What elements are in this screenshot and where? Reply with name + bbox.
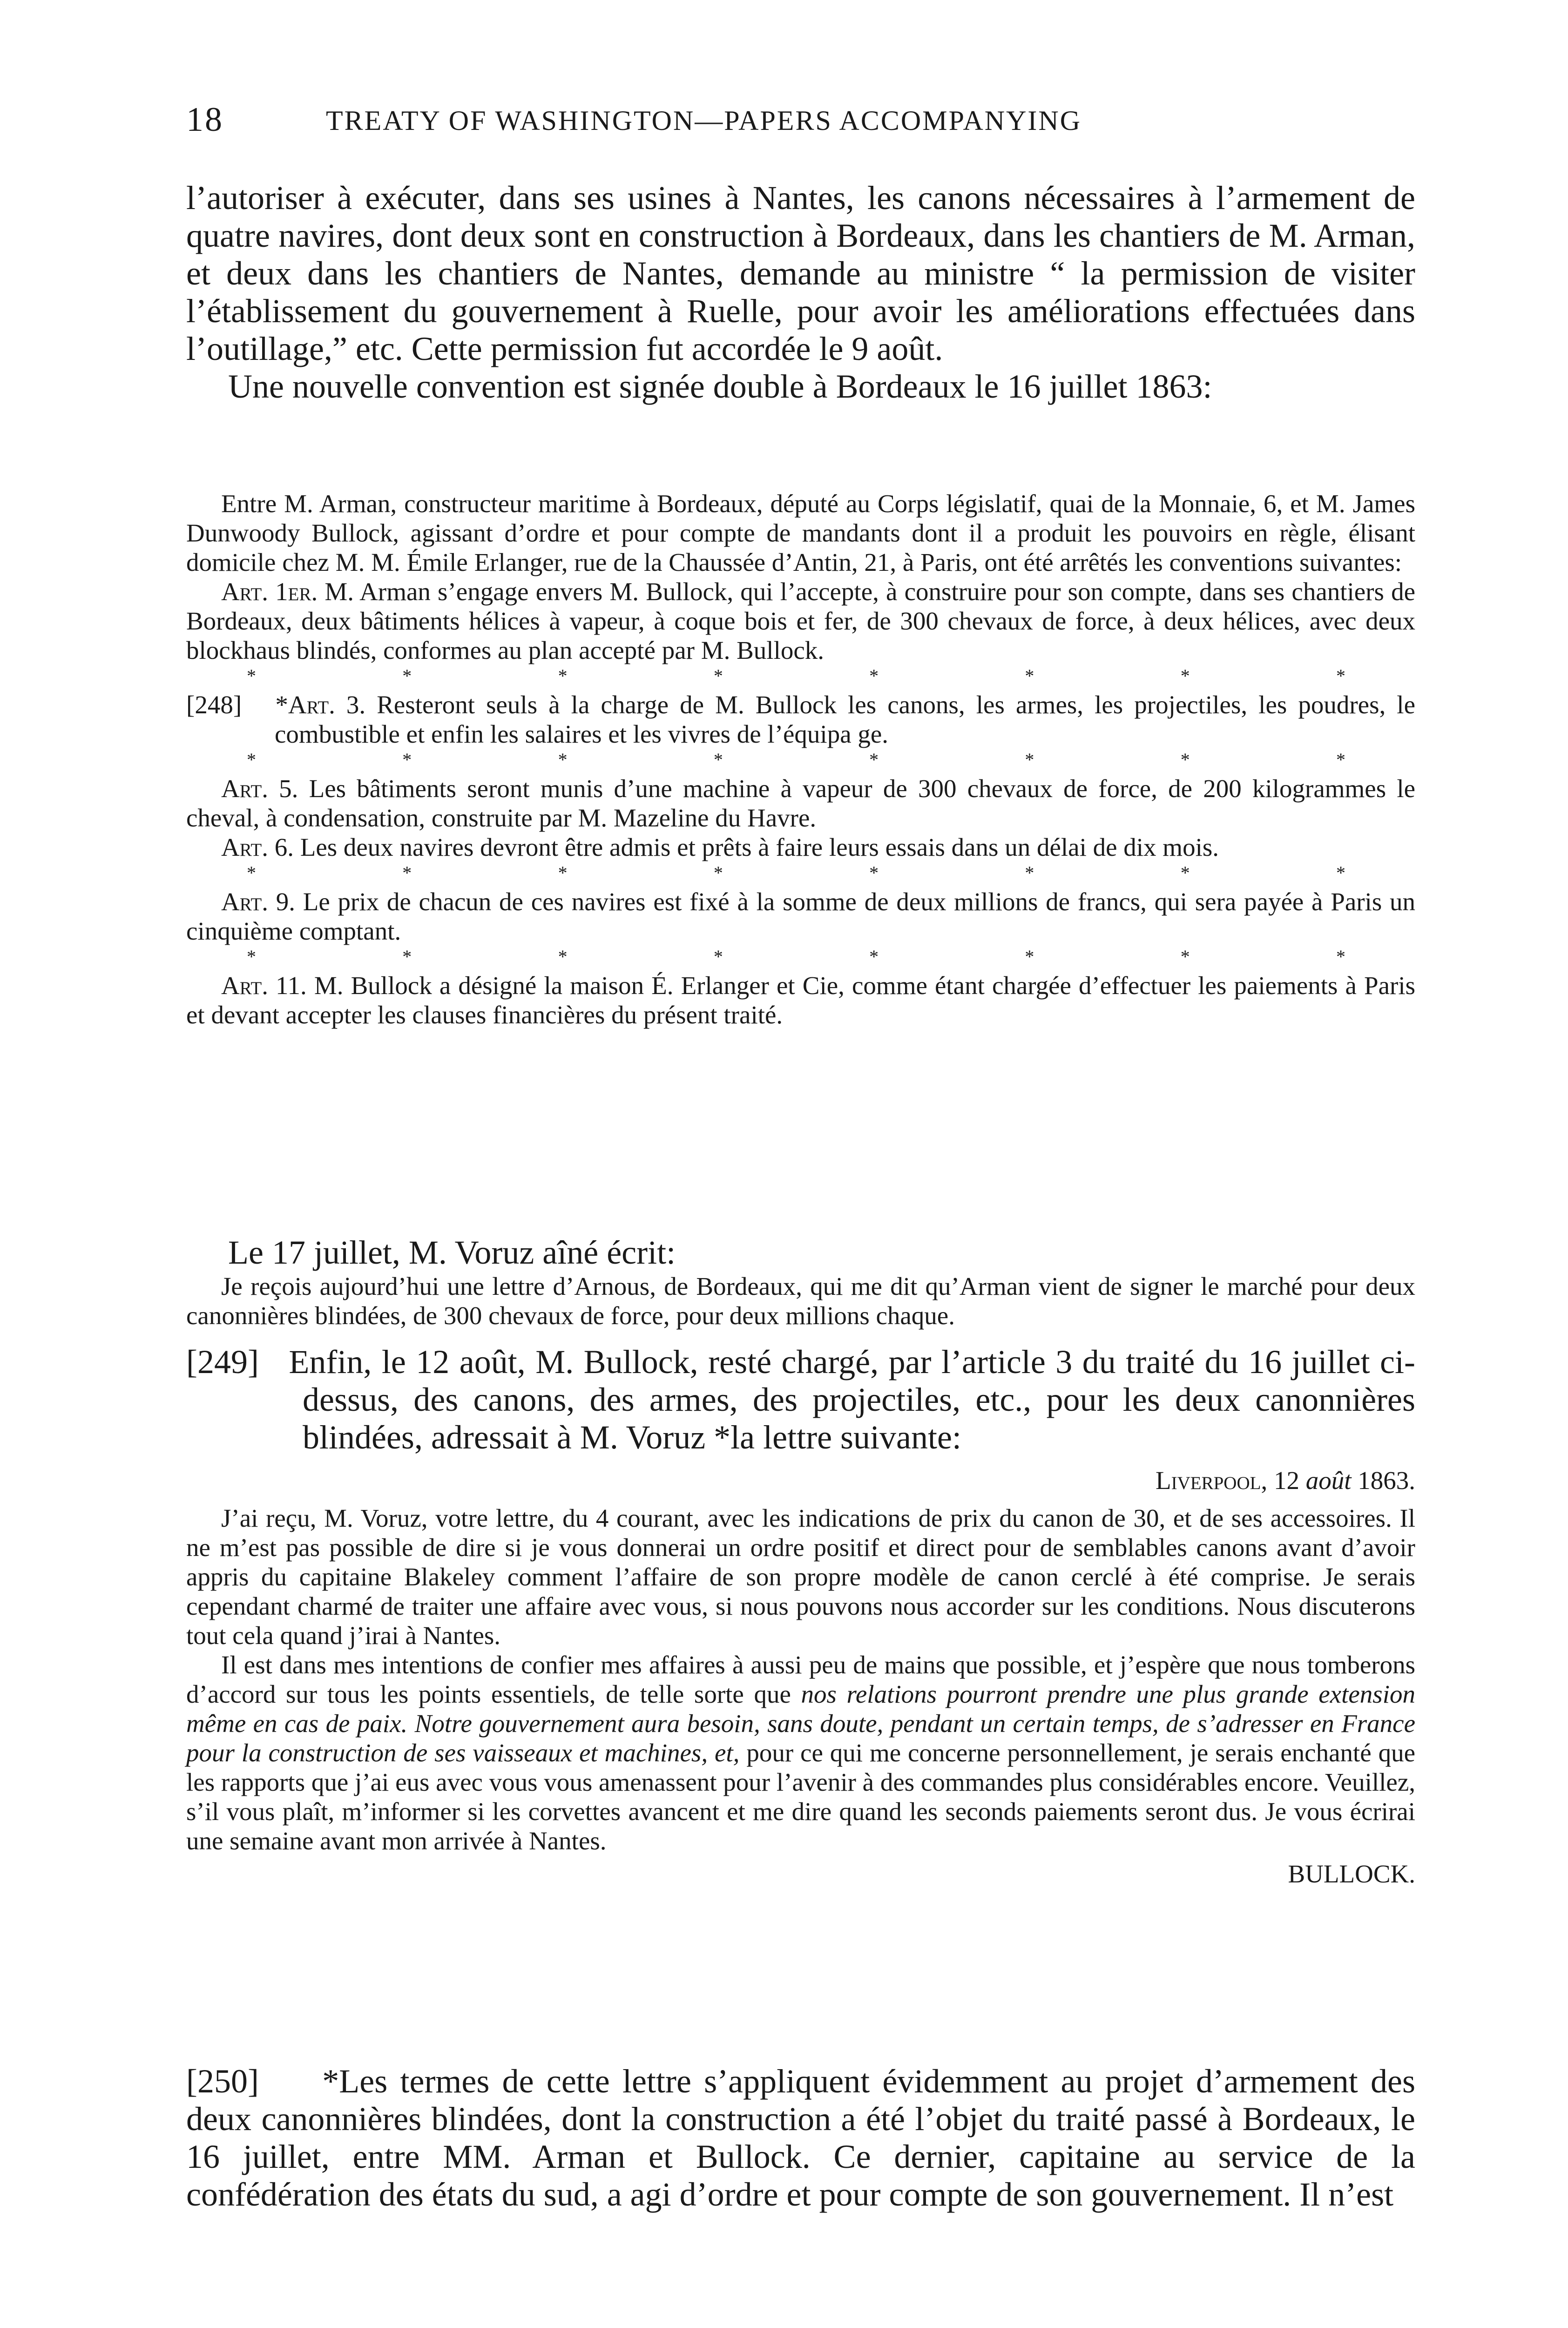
article-11-label: Art. 11. bbox=[221, 971, 307, 1000]
voruz-quote: Je reçois aujourd’hui une lettre d’Arnous, de Bordeaux, qui me dit qu’Arman vient de signer le marché pour deux canonnières blindées, de 300 chevaux de force, pour deux millions chaque. bbox=[186, 1272, 1415, 1330]
paragraph-intro: l’autoriser à exécuter, dans ses usines à Nantes, les canons nécessaires à l’armement de quatre navires, dont deux sont en construction à Bordeaux, dans les chantiers de M. Arman, et deux dans les chantiers de Nantes, demande au ministre “ la permission de visiter l’établissement du gouvernement à Ruelle, pour avoir les améliorations effectuées dans l’outillage,” etc. Cette permission fut accordée le 9 août. bbox=[186, 179, 1415, 367]
running-header bbox=[186, 100, 1415, 142]
letter-month: août bbox=[1305, 1466, 1352, 1495]
article-9-text: Le prix de chacun de ces navires est fixé à la somme de deux millions de francs, qui sera payée à Paris un cinquième comptant. bbox=[186, 887, 1415, 945]
article-5 bbox=[186, 774, 1415, 832]
paragraph-enfin bbox=[186, 1343, 1415, 1456]
page-number: 18 bbox=[186, 101, 223, 139]
article-6 bbox=[186, 832, 1415, 862]
article-11-text: M. Bullock a désigné la maison É. Erlanger et Cie, comme étant chargée d’effectuer les paiements à Paris et devant accepter les clauses financières du présent traité. bbox=[186, 971, 1416, 1029]
letter-paragraph-2 bbox=[186, 1650, 1415, 1855]
letter-p2-end: pour ce qui me concerne personnellement, je serais enchanté que les rapports que j’ai eus avec vous vous amenassent pour l’avenir à des commandes plus considérables encore. Veuillez, s’il vous plaît, m’informer si les corvettes avancent et me dire quand les seconds paiements seront dus. Je vous écrirai une semaine avant mon arrivée à Nantes. bbox=[186, 1739, 1415, 1855]
article-5-text: Les bâtiments seront munis d’une machine à vapeur de 300 chevaux de force, de 200 kilogrammes le cheval, à condensation, construite par M. Mazeline du Havre. bbox=[186, 774, 1416, 832]
margin-ref-249: [249] bbox=[186, 1343, 259, 1381]
article-11 bbox=[186, 971, 1415, 1029]
ellipsis-stars: * * * * * * * * bbox=[247, 749, 1345, 770]
convention-preamble: Entre M. Arman, constructeur maritime à Bordeaux, député au Corps législatif, quai de la Monnaie, 6, et M. James Dunwoody Bullock, agissant d’ordre et pour compte de mandants dont il a produit les pouvoirs en règle, élisant domicile chez M. M. Émile Erlanger, rue de la Chaussée d’Antin, 21, à Paris, ont été arrêtés les conventions suivantes: bbox=[186, 489, 1415, 576]
voruz-block bbox=[186, 1234, 1415, 1888]
running-title: TREATY OF WASHINGTON—PAPERS ACCOMPANYING bbox=[326, 105, 1082, 136]
article-6-label: Art. 6. bbox=[221, 833, 294, 861]
final-block bbox=[186, 2063, 1415, 2213]
article-1 bbox=[186, 577, 1415, 665]
article-3-label: *Art. 3. bbox=[275, 690, 366, 719]
article-1-label: Art. 1er. bbox=[221, 577, 318, 606]
paragraph-voruz: Le 17 juillet, M. Voruz aîné écrit: bbox=[228, 1234, 676, 1271]
letter-paragraph-1: J’ai reçu, M. Voruz, votre lettre, du 4 courant, avec les indications de prix du canon de 30, et de ses accessoires. Il ne m’est pas possible de dire si je vous donnerai un ordre positif et direct pour de semblables canons avant d’avoir appris du capitaine Blakeley comment l’affaire de son propre modèle de canon cerclé à été comprise. Je serais cependant charmé de traiter une affaire avec vous, si nous pouvons nous accorder sur les conditions. Nous discuterons tout cela quand j’irai à Nantes. bbox=[186, 1504, 1415, 1650]
ellipsis-stars: * * * * * * * * bbox=[247, 862, 1345, 883]
article-1-text: M. Arman s’engage envers M. Bullock, qui l’accepte, à construire pour son compte, dans ses chantiers de Bordeaux, deux bâtiments hélices à vapeur, à coque bois et fer, de 300 chevaux de force, à deux hélices, avec deux blockhaus blindés, conformes au plan accepté par M. Bullock. bbox=[186, 577, 1415, 664]
letter-place: Liverpool, bbox=[1156, 1466, 1268, 1495]
letter-signature: BULLOCK. bbox=[1288, 1860, 1415, 1888]
convention-quote bbox=[186, 489, 1415, 1029]
article-6-text: Les deux navires devront être admis et prêts à faire leurs essais dans un délai de dix mois. bbox=[300, 833, 1219, 861]
margin-ref-250: [250] bbox=[186, 2063, 259, 2100]
letter-p2-start: Il est dans mes intentions de confier mes affaires à aussi peu de mains que possible, et j’espère que nous tomberons d’accord sur tous les points essentiels, de telle sorte que bbox=[186, 1651, 1415, 1708]
paragraph-final-text: *Les termes de cette lettre s’appliquent évidemment au projet d’armement des deux canonnières blindées, dont la construction a été l’objet du traité passé à Bordeaux, le 16 juillet, entre MM. Arman et Bullock. Ce dernier, capitaine au service de la confédération des états du sud, a agi d’ordre et pour compte de son gouvernement. Il n’est bbox=[186, 2063, 1416, 2213]
article-3 bbox=[186, 690, 1415, 749]
paragraph-final bbox=[186, 2063, 1415, 2213]
article-9 bbox=[186, 887, 1415, 946]
ellipsis-stars: * * * * * * * * bbox=[247, 946, 1345, 967]
margin-ref-248: [248] bbox=[186, 690, 242, 719]
paragraph-enfin-text: Enfin, le 12 août, M. Bullock, resté chargé, par l’article 3 du traité du 16 juillet ci-dessus, des canons, des armes, des projectiles, etc., pour les deux canonnières blindées, adressait à M. Voruz *la lettre suivante: bbox=[289, 1343, 1415, 1456]
intro-block bbox=[186, 179, 1415, 406]
letter-dateline bbox=[186, 1466, 1415, 1495]
letter-p2-italic: nos relations pourront prendre une plus grande extension même en cas de paix. Notre gouvernement aura besoin, sans doute, pendant un certain temps, de s’adresser en France pour la construction de ses vaisseaux et machines, et, bbox=[186, 1680, 1415, 1767]
ellipsis-stars: * * * * * * * * bbox=[247, 665, 1345, 686]
paragraph-convention: Une nouvelle convention est signée double à Bordeaux le 16 juillet 1863: bbox=[228, 368, 1212, 405]
article-9-label: Art. 9. bbox=[221, 887, 295, 916]
article-3-text: Resteront seuls à la charge de M. Bullock les canons, les armes, les projectiles, les poudres, le combustible et enfin les salaires et les vivres de l’équipa ge. bbox=[275, 690, 1415, 748]
article-5-label: Art. 5. bbox=[221, 774, 298, 803]
letter-day: 12 bbox=[1273, 1466, 1299, 1495]
letter-year: 1863. bbox=[1358, 1466, 1415, 1495]
